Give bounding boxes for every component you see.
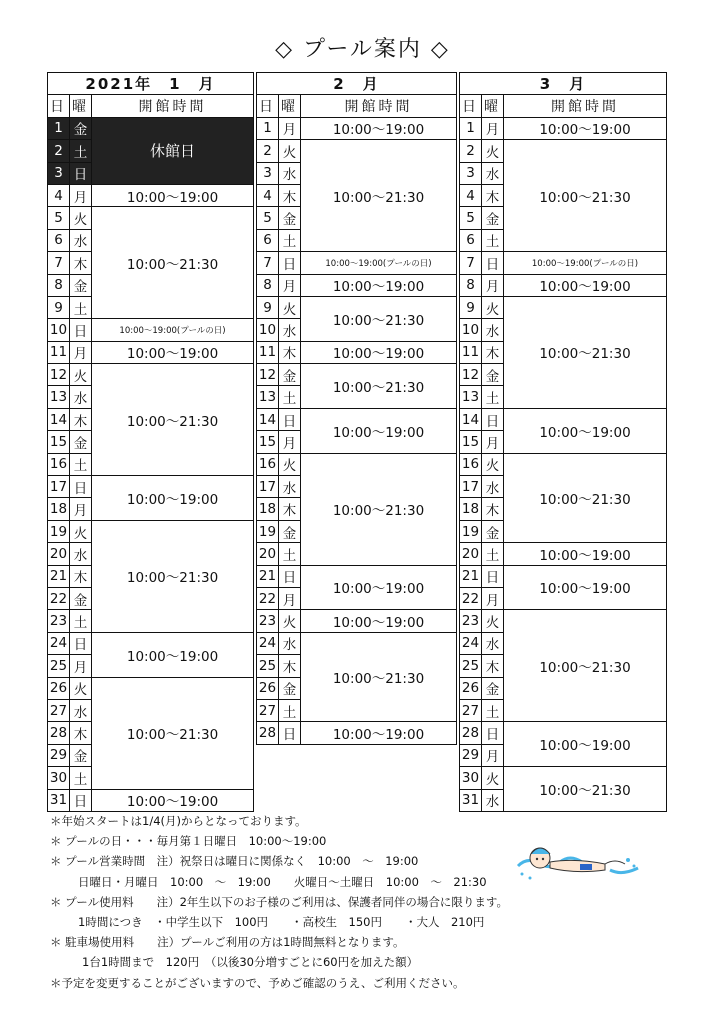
weekday-cell: 火: [279, 140, 301, 162]
weekday-cell: 月: [70, 341, 92, 363]
weekday-cell: 木: [70, 408, 92, 430]
day-cell: 11: [257, 341, 279, 363]
table-row: [460, 252, 667, 274]
hours-cell: 10:00～19:00: [504, 565, 667, 610]
weekday-cell: 金: [279, 520, 301, 542]
weekday-cell: 月: [70, 655, 92, 677]
hours-cell: 10:00～19:00: [504, 408, 667, 453]
day-cell: 28: [257, 722, 279, 744]
column-header-hours: 開館時間: [301, 95, 457, 117]
day-cell: 18: [48, 498, 70, 520]
day-cell: 20: [460, 543, 482, 565]
day-cell: 12: [460, 364, 482, 386]
table-row: [257, 364, 457, 386]
day-cell: 27: [460, 699, 482, 721]
table-row: [48, 319, 254, 341]
day-cell: 21: [48, 565, 70, 587]
weekday-cell: 水: [279, 476, 301, 498]
swimmer-icon: [510, 840, 645, 884]
hours-cell: 10:00～21:30: [504, 610, 667, 722]
weekday-cell: 金: [70, 744, 92, 766]
hours-cell: 10:00～21:30: [301, 140, 457, 252]
weekday-cell: 水: [482, 476, 504, 498]
day-cell: 29: [460, 744, 482, 766]
weekday-cell: 月: [279, 117, 301, 139]
hours-cell: 10:00～19:00: [301, 722, 457, 744]
day-cell: 12: [257, 364, 279, 386]
weekday-cell: 木: [279, 184, 301, 206]
weekday-cell: 火: [279, 453, 301, 475]
day-cell: 23: [460, 610, 482, 632]
weekday-cell: 月: [482, 587, 504, 609]
hours-cell: 10:00～21:30: [504, 767, 667, 812]
day-cell: 2: [257, 140, 279, 162]
hours-cell: 10:00～21:30: [92, 364, 254, 476]
hours-cell: 10:00～19:00: [92, 789, 254, 811]
calendar-february: [256, 72, 457, 745]
day-cell: 19: [460, 520, 482, 542]
weekday-cell: 火: [279, 296, 301, 318]
weekday-cell: 日: [482, 408, 504, 430]
weekday-cell: 月: [70, 184, 92, 206]
hours-cell: 10:00～19:00: [301, 565, 457, 610]
day-cell: 23: [257, 610, 279, 632]
day-cell: 4: [257, 184, 279, 206]
day-cell: 17: [48, 476, 70, 498]
weekday-cell: 金: [482, 677, 504, 699]
table-row: [48, 520, 254, 542]
day-cell: 6: [257, 229, 279, 251]
hours-cell: 10:00～19:00: [301, 117, 457, 139]
column-header-hours: 開館時間: [92, 95, 254, 117]
weekday-cell: 水: [70, 699, 92, 721]
hours-cell: 10:00～19:00: [504, 274, 667, 296]
day-cell: 5: [48, 207, 70, 229]
weekday-cell: 水: [482, 632, 504, 654]
hours-cell: 10:00～19:00: [92, 476, 254, 521]
note-line: 1台1時間まで 120円 （以後30分増すごとに60円を加えた額）: [82, 955, 419, 970]
weekday-cell: 火: [482, 453, 504, 475]
hours-cell: 10:00～21:30: [504, 453, 667, 543]
day-cell: 13: [460, 386, 482, 408]
weekday-cell: 水: [482, 319, 504, 341]
hours-cell: 10:00～21:30: [301, 453, 457, 565]
day-cell: 6: [460, 229, 482, 251]
day-cell: 8: [48, 274, 70, 296]
day-cell: 2: [48, 140, 70, 162]
day-cell: 4: [460, 184, 482, 206]
day-cell: 18: [460, 498, 482, 520]
table-row: [48, 341, 254, 363]
hours-cell: 10:00～19:00: [301, 610, 457, 632]
weekday-cell: 土: [70, 767, 92, 789]
hours-cell: 10:00～19:00: [301, 341, 457, 363]
weekday-cell: 水: [279, 319, 301, 341]
column-header-weekday: 曜: [279, 95, 301, 117]
weekday-cell: 日: [70, 476, 92, 498]
weekday-cell: 月: [482, 744, 504, 766]
weekday-cell: 水: [482, 789, 504, 811]
weekday-cell: 金: [70, 274, 92, 296]
table-row: [48, 789, 254, 811]
weekday-cell: 日: [482, 722, 504, 744]
day-cell: 25: [460, 655, 482, 677]
weekday-cell: 火: [279, 610, 301, 632]
note-line: ＊ プール営業時間 注）祝祭日は曜日に関係なく 10:00 ～ 19:00: [50, 854, 419, 869]
column-header-day: 日: [460, 95, 482, 117]
day-cell: 21: [460, 565, 482, 587]
weekday-cell: 金: [70, 587, 92, 609]
column-header-day: 日: [257, 95, 279, 117]
weekday-cell: 月: [279, 431, 301, 453]
weekday-cell: 日: [70, 789, 92, 811]
weekday-cell: 土: [279, 543, 301, 565]
day-cell: 17: [460, 476, 482, 498]
table-row: [460, 543, 667, 565]
day-cell: 22: [460, 587, 482, 609]
hours-cell: 10:00～21:30: [92, 520, 254, 632]
weekday-cell: 木: [70, 252, 92, 274]
day-cell: 5: [257, 207, 279, 229]
day-cell: 11: [460, 341, 482, 363]
weekday-cell: 木: [482, 341, 504, 363]
weekday-cell: 月: [279, 587, 301, 609]
day-cell: 21: [257, 565, 279, 587]
hours-cell: 10:00～21:30: [504, 296, 667, 408]
day-cell: 14: [48, 408, 70, 430]
day-cell: 2: [460, 140, 482, 162]
table-row: [460, 274, 667, 296]
weekday-cell: 水: [70, 543, 92, 565]
note-line: ＊予定を変更することがございますので、予めご確認のうえ、ご利用ください。: [50, 975, 465, 990]
weekday-cell: 火: [482, 610, 504, 632]
day-cell: 15: [460, 431, 482, 453]
weekday-cell: 土: [482, 543, 504, 565]
day-cell: 24: [48, 632, 70, 654]
weekday-cell: 木: [70, 722, 92, 744]
day-cell: 30: [460, 767, 482, 789]
day-cell: 19: [48, 520, 70, 542]
column-header-weekday: 曜: [70, 95, 92, 117]
table-row: [460, 722, 667, 744]
day-cell: 10: [257, 319, 279, 341]
month-header: 2 月: [257, 73, 457, 95]
table-row: [257, 565, 457, 587]
table-row: [257, 140, 457, 162]
hours-cell: 10:00～21:30: [92, 677, 254, 789]
weekday-cell: 金: [279, 677, 301, 699]
table-row: [257, 632, 457, 654]
weekday-cell: 土: [279, 386, 301, 408]
hours-cell: 10:00～21:30: [301, 364, 457, 409]
day-cell: 23: [48, 610, 70, 632]
day-cell: 10: [48, 319, 70, 341]
hours-cell: 10:00～21:30: [504, 140, 667, 252]
day-cell: 17: [257, 476, 279, 498]
day-cell: 22: [48, 587, 70, 609]
weekday-cell: 金: [70, 431, 92, 453]
day-cell: 14: [257, 408, 279, 430]
day-cell: 9: [460, 296, 482, 318]
day-cell: 20: [257, 543, 279, 565]
hours-cell: 10:00～19:00: [92, 341, 254, 363]
day-cell: 6: [48, 229, 70, 251]
weekday-cell: 木: [70, 565, 92, 587]
weekday-cell: 土: [482, 386, 504, 408]
day-cell: 8: [460, 274, 482, 296]
table-row: [48, 364, 254, 386]
notes-section: [50, 811, 680, 993]
day-cell: 26: [460, 677, 482, 699]
weekday-cell: 金: [279, 207, 301, 229]
note-line: 日曜日・月曜日 10:00 ～ 19:00 火曜日～土曜日 10:00 ～ 21:30: [78, 874, 487, 889]
day-cell: 3: [460, 162, 482, 184]
weekday-cell: 火: [482, 296, 504, 318]
hours-cell: 10:00～19:00: [504, 543, 667, 565]
weekday-cell: 日: [279, 252, 301, 274]
column-header-weekday: 曜: [482, 95, 504, 117]
day-cell: 16: [257, 453, 279, 475]
hours-cell: 10:00～19:00: [504, 117, 667, 139]
weekday-cell: 土: [482, 229, 504, 251]
hours-cell: 10:00～21:30: [301, 632, 457, 722]
day-cell: 16: [48, 453, 70, 475]
table-row: [460, 767, 667, 789]
weekday-cell: 火: [482, 767, 504, 789]
day-cell: 13: [48, 386, 70, 408]
weekday-cell: 日: [482, 565, 504, 587]
day-cell: 9: [48, 296, 70, 318]
table-row: [48, 184, 254, 206]
weekday-cell: 土: [279, 699, 301, 721]
day-cell: 29: [48, 744, 70, 766]
table-row: [48, 476, 254, 498]
day-cell: 30: [48, 767, 70, 789]
weekday-cell: 木: [482, 498, 504, 520]
day-cell: 12: [48, 364, 70, 386]
day-cell: 5: [460, 207, 482, 229]
day-cell: 31: [460, 789, 482, 811]
table-row: [48, 207, 254, 229]
note-line: ＊ プールの日・・・毎月第１日曜日 10:00～19:00: [50, 834, 327, 849]
day-cell: 13: [257, 386, 279, 408]
day-cell: 19: [257, 520, 279, 542]
table-row: [48, 677, 254, 699]
table-row: [257, 722, 457, 744]
hours-cell: 10:00～19:00: [92, 184, 254, 206]
weekday-cell: 水: [70, 386, 92, 408]
weekday-cell: 木: [482, 655, 504, 677]
weekday-cell: 土: [482, 699, 504, 721]
weekday-cell: 火: [482, 140, 504, 162]
table-row: [48, 117, 254, 139]
weekday-cell: 木: [279, 498, 301, 520]
day-cell: 3: [48, 162, 70, 184]
day-cell: 20: [48, 543, 70, 565]
table-row: [460, 140, 667, 162]
hours-cell: 10:00～19:00(プールの日): [92, 319, 254, 341]
weekday-cell: 木: [279, 341, 301, 363]
day-cell: 14: [460, 408, 482, 430]
weekday-cell: 金: [70, 117, 92, 139]
weekday-cell: 月: [482, 274, 504, 296]
weekday-cell: 水: [70, 229, 92, 251]
weekday-cell: 土: [70, 296, 92, 318]
weekday-cell: 水: [279, 632, 301, 654]
hours-cell: 10:00～19:00: [92, 632, 254, 677]
month-header: 2021年 1 月: [48, 73, 254, 95]
day-cell: 7: [257, 252, 279, 274]
note-line: ＊ 駐車場使用料 注）プールご利用の方は1時間無料となります。: [50, 935, 405, 950]
hours-cell: 10:00～19:00: [301, 274, 457, 296]
day-cell: 9: [257, 296, 279, 318]
day-cell: 16: [460, 453, 482, 475]
weekday-cell: 木: [279, 655, 301, 677]
calendar-march: [459, 72, 667, 812]
weekday-cell: 水: [482, 162, 504, 184]
hours-cell: 10:00～21:30: [92, 207, 254, 319]
day-cell: 8: [257, 274, 279, 296]
hours-cell: 10:00～19:00(プールの日): [504, 252, 667, 274]
day-cell: 26: [257, 677, 279, 699]
weekday-cell: 日: [70, 319, 92, 341]
weekday-cell: 土: [70, 140, 92, 162]
hours-cell: 10:00～19:00: [301, 408, 457, 453]
day-cell: 11: [48, 341, 70, 363]
day-cell: 1: [257, 117, 279, 139]
day-cell: 27: [48, 699, 70, 721]
day-cell: 1: [48, 117, 70, 139]
day-cell: 18: [257, 498, 279, 520]
weekday-cell: 日: [482, 252, 504, 274]
table-row: [257, 341, 457, 363]
weekday-cell: 金: [482, 520, 504, 542]
day-cell: 1: [460, 117, 482, 139]
day-cell: 26: [48, 677, 70, 699]
day-cell: 28: [460, 722, 482, 744]
weekday-cell: 日: [70, 162, 92, 184]
weekday-cell: 金: [482, 207, 504, 229]
day-cell: 31: [48, 789, 70, 811]
weekday-cell: 日: [279, 565, 301, 587]
weekday-cell: 火: [70, 364, 92, 386]
weekday-cell: 月: [482, 117, 504, 139]
day-cell: 3: [257, 162, 279, 184]
table-row: [460, 408, 667, 430]
day-cell: 7: [48, 252, 70, 274]
weekday-cell: 火: [70, 677, 92, 699]
table-row: [257, 117, 457, 139]
day-cell: 27: [257, 699, 279, 721]
weekday-cell: 土: [70, 610, 92, 632]
weekday-cell: 金: [482, 364, 504, 386]
table-row: [257, 610, 457, 632]
day-cell: 28: [48, 722, 70, 744]
table-row: [460, 453, 667, 475]
day-cell: 24: [460, 632, 482, 654]
hours-cell: 休館日: [92, 117, 254, 184]
day-cell: 15: [48, 431, 70, 453]
weekday-cell: 日: [279, 722, 301, 744]
day-cell: 10: [460, 319, 482, 341]
weekday-cell: 日: [279, 408, 301, 430]
table-row: [460, 296, 667, 318]
day-cell: 22: [257, 587, 279, 609]
note-line: ＊ プール使用料 注）2年生以下のお子様のご利用は、保護者同伴の場合に限ります。: [50, 894, 508, 909]
page-title: ◇ プール案内 ◇: [275, 37, 450, 62]
weekday-cell: 月: [70, 498, 92, 520]
calendar-january: [47, 72, 254, 812]
day-cell: 15: [257, 431, 279, 453]
day-cell: 25: [257, 655, 279, 677]
weekday-cell: 水: [279, 162, 301, 184]
table-row: [257, 296, 457, 318]
month-header: 3 月: [460, 73, 667, 95]
hours-cell: 10:00～19:00(プールの日): [301, 252, 457, 274]
weekday-cell: 土: [279, 229, 301, 251]
weekday-cell: 金: [279, 364, 301, 386]
table-row: [257, 408, 457, 430]
table-row: [257, 252, 457, 274]
day-cell: 24: [257, 632, 279, 654]
table-row: [460, 117, 667, 139]
table-row: [257, 453, 457, 475]
weekday-cell: 火: [70, 207, 92, 229]
weekday-cell: 月: [279, 274, 301, 296]
hours-cell: 10:00～21:30: [301, 296, 457, 341]
table-row: [460, 565, 667, 587]
table-row: [257, 274, 457, 296]
table-row: [460, 610, 667, 632]
day-cell: 7: [460, 252, 482, 274]
day-cell: 4: [48, 184, 70, 206]
hours-cell: 10:00～19:00: [504, 722, 667, 767]
day-cell: 25: [48, 655, 70, 677]
table-row: [48, 632, 254, 654]
weekday-cell: 木: [482, 184, 504, 206]
note-line: 1時間につき ・中学生以下 100円 ・高校生 150円 ・大人 210円: [78, 915, 485, 930]
weekday-cell: 月: [482, 431, 504, 453]
column-header-hours: 開館時間: [504, 95, 667, 117]
weekday-cell: 火: [70, 520, 92, 542]
column-header-day: 日: [48, 95, 70, 117]
weekday-cell: 土: [70, 453, 92, 475]
note-line: ＊年始スタートは1/4(月)からとなっております。: [50, 814, 307, 828]
weekday-cell: 日: [70, 632, 92, 654]
